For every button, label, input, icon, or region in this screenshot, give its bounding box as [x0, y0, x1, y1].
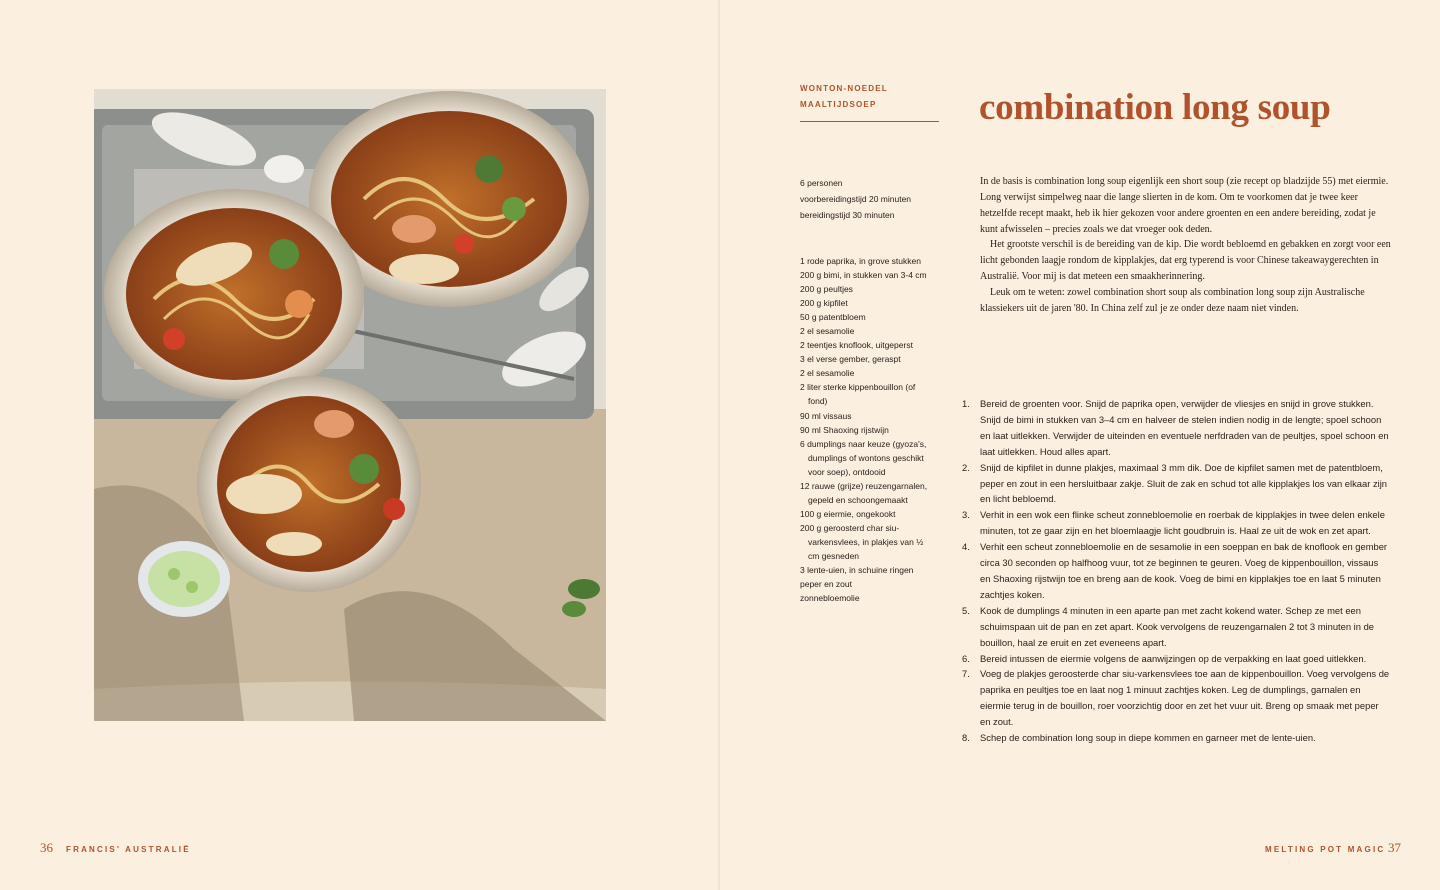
step-text: Schep de combination long soup in diepe kommen en garneer met de lente-uien.	[980, 732, 1316, 744]
recipe-intro	[980, 174, 1392, 317]
cook-time: bereidingstijd 30 minuten	[800, 210, 895, 220]
kicker-line: WONTON-NOEDEL	[800, 84, 888, 93]
ingredient: 100 g eiermie, ongekookt	[800, 508, 896, 519]
ingredient: 1 rode paprika, in grove stukken	[800, 256, 921, 266]
soup-photo	[94, 89, 606, 721]
ingredient: 2 teentjes knoflook, uitgeperst	[800, 340, 913, 351]
ingredient: zonnebloemolie	[800, 593, 860, 604]
step-text: Bereid intussen de eiermie volgens de aanwijzingen op de verpakking en laat goed uitlekken.	[980, 652, 1367, 664]
ingredient: 200 g geroosterd char siu-varkensvlees, in plakjes van ½ cm gesneden	[800, 522, 924, 561]
ingredient: 90 ml vissaus	[800, 410, 852, 421]
left-running-footer: FRANCIS' AUSTRALIË	[66, 845, 191, 854]
ingredient: 200 g peultjes	[800, 284, 853, 295]
step-text: Kook de dumplings 4 minuten in een aparte pan met zacht kokend water. Schep ze met een schuimspaan uit de pan en zet apart. Kook vervolgens de reuzengarnalen 2 tot 3 minuten in de bouillon, haal ze eruit en zet eveneens apart.	[980, 604, 1375, 648]
ingredient: 12 rauwe (grijze) reuzengarnalen, gepeld en schoongemaakt	[800, 480, 928, 505]
left-page-number: 36	[40, 840, 53, 855]
kicker-divider	[800, 121, 939, 122]
intro-paragraph: Het grootste verschil is de bereiding van de kip. Die wordt bebloemd en gebakken en zorgt voor een licht gebonden laagje rondom de kipplakjes, dat erg typerend is voor Chinese takeawaygerechten in Australië. Voor mij is dat meteen een smaakherinnering.	[980, 239, 1391, 283]
step-number: 3.	[962, 509, 970, 521]
recipe-meta	[800, 175, 911, 223]
step-item	[962, 539, 1390, 603]
ingredient: 200 g kipfilet	[800, 298, 848, 309]
ingredient: peper en zout	[800, 579, 852, 590]
step-item	[962, 460, 1390, 508]
ingredient: 2 el sesamolie	[800, 326, 855, 337]
step-item	[962, 651, 1390, 667]
intro-paragraph: Leuk om te weten: zowel combination short soup als combination long soup zijn Australische klassiekers uit de jaren '80. In China zelf zul je ze onder deze naam niet vinden.	[980, 286, 1365, 314]
recipe-title: combination long soup	[979, 87, 1331, 128]
recipe-kicker	[800, 81, 940, 113]
right-page-number: 37	[1388, 840, 1401, 855]
ingredient: 3 el verse gember, geraspt	[800, 354, 901, 365]
page-gutter	[718, 0, 720, 890]
kicker-line: MAALTIJDSOEP	[800, 100, 877, 109]
ingredient: 50 g patentbloem	[800, 312, 866, 323]
ingredient: 200 g bimi, in stukken van 3-4 cm	[800, 270, 927, 281]
ingredient: 6 dumplings naar keuze (gyoza's, dumplings of wontons geschikt voor soep), ontdooid	[800, 438, 927, 477]
step-item	[962, 603, 1390, 651]
servings: 6 personen	[800, 178, 843, 188]
ingredient: 2 el sesamolie	[800, 368, 855, 379]
right-running-footer: MELTING POT MAGIC	[1265, 845, 1386, 854]
step-number: 2.	[962, 461, 970, 473]
ingredient: 3 lente-uien, in schuine ringen	[800, 565, 914, 576]
step-number: 4.	[962, 541, 970, 553]
ingredient: 2 liter sterke kippenbouillon (of fond)	[800, 382, 916, 407]
step-item	[962, 507, 1390, 539]
step-number: 6.	[962, 652, 970, 664]
step-text: Snijd de kipfilet in dunne plakjes, maximaal 3 mm dik. Doe de kipfilet samen met de patentbloem, peper en zout in een hersluitbaar zakje. Sluit de zak en schud tot alle kipplakjes los van elkaar zijn en licht bebloemd.	[980, 461, 1388, 505]
step-text: Verhit een scheut zonnebloemolie en de sesamolie in een soeppan en bak de knoflook en gember circa 30 seconden op halfhoog vuur, tot ze beginnen te geuren. Voeg de kippenbouillon, vissaus en Shaoxing rijstwijn toe en breng aan de kook. Voeg de bimi en kipplakjes toe en laat 5 minuten zachtjes koken.	[980, 541, 1388, 600]
step-number: 1.	[962, 398, 970, 409]
intro-paragraph: In de basis is combination long soup eigenlijk een short soup (zie recept op bladzijde 55) met eiermie. Long verwijst simpelweg naar die lange slierten in de kom. Om te voorkomen dat je twee keer hetzelfde recept maakt, heb ik hier gekozen voor andere groenten en een andere bereiding, zodat je kunt afwisselen – precies zoals we dat vroeger ook deden.	[980, 176, 1389, 235]
step-number: 8.	[962, 732, 970, 744]
ingredient: 90 ml Shaoxing rijstwijn	[800, 424, 889, 435]
step-item	[962, 666, 1390, 730]
step-item	[962, 396, 1390, 460]
method-steps	[962, 396, 1390, 746]
ingredient-list	[800, 254, 930, 605]
step-number: 7.	[962, 668, 970, 680]
prep-time: voorbereidingstijd 20 minuten	[800, 194, 912, 204]
step-text: Voeg de plakjes geroosterde char siu-varkensvlees toe aan de kippenbouillon. Voeg vervolgens de paprika en peultjes toe en laat nog 1 minuut zachtjes koken. Leg de dumplings, garnalen en eiermie terug in de bouillon, roer voorzichtig door en zet het vuur uit. Breng op smaak met peper en zout.	[980, 668, 1390, 728]
step-text: Verhit in een wok een flinke scheut zonnebloemolie en roerbak de kipplakjes in twee delen enkele minuten, tot ze gaar zijn en het bloemlaagje licht goudbruin is. Haal ze uit de wok en zet apart.	[980, 509, 1385, 537]
step-number: 5.	[962, 604, 970, 616]
step-item	[962, 730, 1390, 746]
step-text: Bereid de groenten voor. Snijd de paprika open, verwijder de vliesjes en snijd in grove stukken. Snijd de bimi in stukken van 3–4 cm en halveer de stelen indien nodig in de lengte; spoel schoon en laat uitlekken. Verwijder de uiteinden en eventuele nerfdraden van de peultjes, spoel schoon en laat uitlekken. Houd alles apart.	[980, 398, 1389, 457]
